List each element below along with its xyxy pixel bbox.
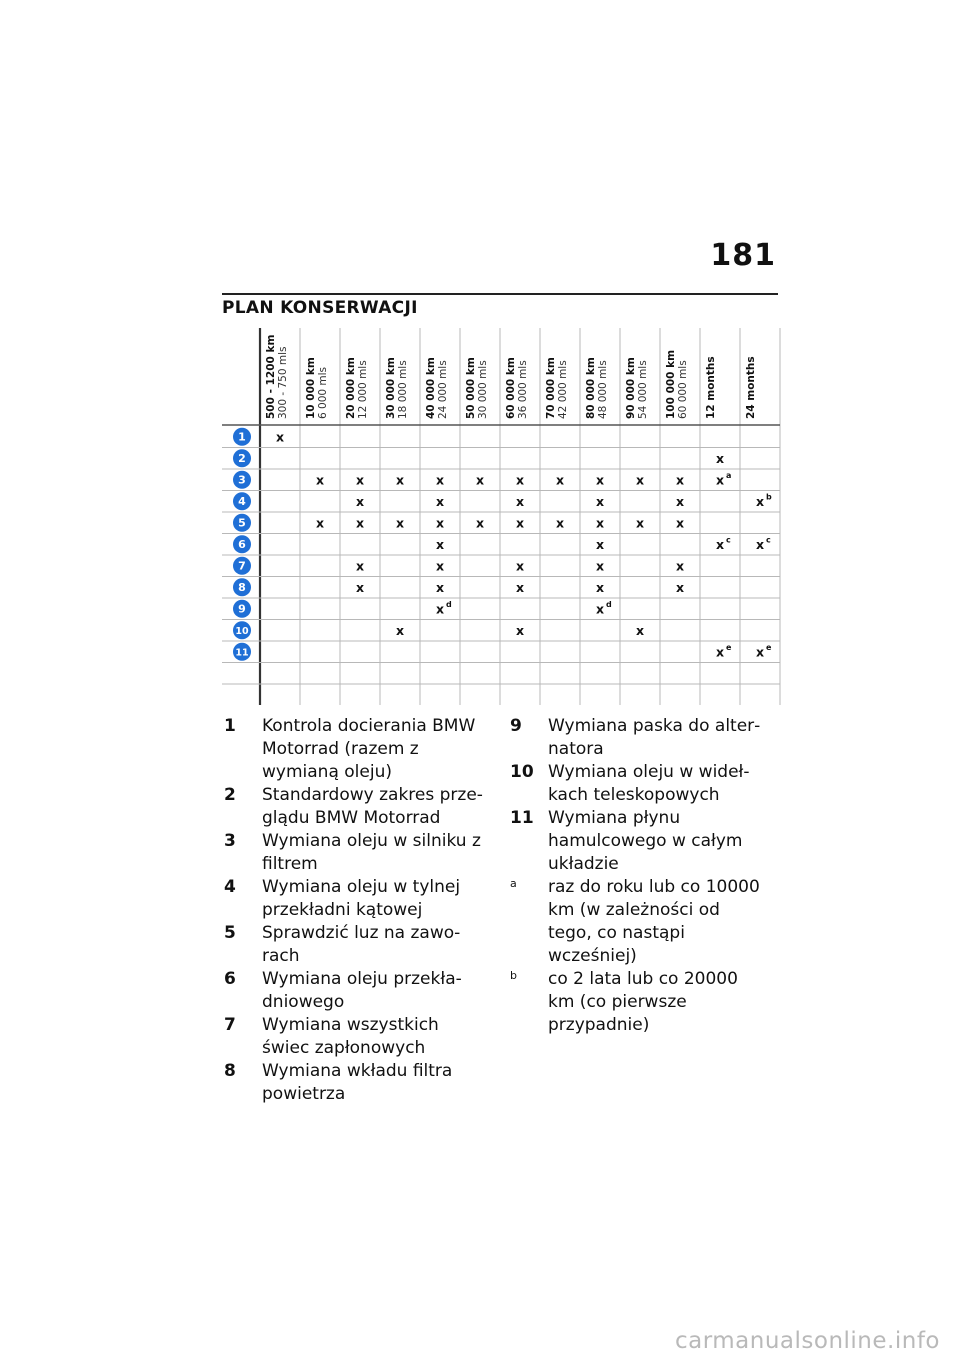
- legend-text: Wymiana oleju w silniku z filtrem: [262, 831, 481, 874]
- maintenance-mark: x: [475, 515, 485, 531]
- row-number-label: 2: [238, 452, 246, 466]
- maintenance-mark: x: [755, 536, 765, 552]
- column-header-km: 80 000 km: [585, 357, 597, 419]
- legend-number: 5: [224, 923, 236, 943]
- maintenance-mark: x: [555, 515, 565, 531]
- maintenance-mark: x: [515, 558, 525, 574]
- legend-text: co 2 lata lub co 20000 km (co pierwsze przypadnie): [548, 969, 738, 1035]
- legend-number: 11: [510, 808, 534, 828]
- column-header: [705, 356, 717, 419]
- maintenance-mark: x: [595, 579, 605, 595]
- maintenance-mark: x: [435, 558, 445, 574]
- legend-text: Wymiana oleju przekładniowego: [262, 969, 462, 1012]
- maintenance-mark: x: [355, 579, 365, 595]
- column-header-km: 30 000 km: [385, 357, 397, 419]
- row-number-label: 9: [238, 602, 246, 616]
- column-header-km: 60 000 km: [505, 357, 517, 419]
- legend-number: 8: [224, 1061, 236, 1081]
- legend-text: raz do roku lub co 10000 km (w zależności od tego, co nastąpi wcześniej): [548, 877, 760, 966]
- legend-item: [224, 876, 486, 922]
- column-header-km: 100 000 km: [665, 349, 677, 419]
- legend-text: Wymiana paska do alternatora: [548, 716, 761, 759]
- legend-number: 10: [510, 762, 534, 782]
- legend-text: Kontrola docierania BMW Motorrad (razem z wymianą oleju): [262, 716, 476, 782]
- column-header-km: 20 000 km: [345, 357, 357, 419]
- legend-right-column: [510, 715, 764, 1037]
- legend-item: [510, 807, 764, 876]
- column-header: [745, 356, 757, 419]
- column-header: [545, 357, 569, 419]
- legend-number: 2: [224, 785, 236, 805]
- column-header-km: 70 000 km: [545, 357, 557, 419]
- maintenance-mark: x: [595, 601, 605, 617]
- row-number-label: 6: [238, 538, 246, 552]
- legend-text: Wymiana oleju w widełkach teleskopowych: [548, 762, 750, 805]
- maintenance-mark: x: [315, 472, 325, 488]
- legend-number: 4: [224, 877, 236, 897]
- footnote-marker: e: [726, 642, 732, 652]
- footnote-marker: c: [726, 535, 731, 545]
- maintenance-mark: x: [355, 493, 365, 509]
- maintenance-mark: x: [355, 515, 365, 531]
- legend-number: 3: [224, 831, 236, 851]
- maintenance-mark: x: [435, 472, 445, 488]
- legend-text: Standardowy zakres przeglądu BMW Motorrad: [262, 785, 483, 828]
- maintenance-mark: x: [595, 493, 605, 509]
- maintenance-mark: x: [315, 515, 325, 531]
- legend-number: 1: [224, 716, 236, 736]
- column-header-mls: 300 - 750 mls: [277, 346, 289, 419]
- maintenance-mark: x: [395, 622, 405, 638]
- column-header-km: 24 months: [745, 356, 757, 419]
- maintenance-mark: x: [595, 515, 605, 531]
- maintenance-mark: x: [275, 429, 285, 445]
- legend-footnote-letter: b: [510, 969, 517, 982]
- column-header: [665, 350, 689, 419]
- maintenance-mark: x: [595, 472, 605, 488]
- column-header-mls: 12 000 mls: [357, 360, 369, 419]
- footnote-marker: c: [766, 535, 771, 545]
- maintenance-mark: x: [435, 536, 445, 552]
- maintenance-mark: x: [435, 493, 445, 509]
- column-header-mls: 42 000 mls: [557, 360, 569, 419]
- legend-text: Wymiana wkładu filtra powietrza: [262, 1061, 453, 1104]
- maintenance-mark: x: [515, 472, 525, 488]
- row-number-label: 4: [238, 495, 246, 509]
- legend-item: [510, 876, 764, 968]
- maintenance-mark: x: [435, 579, 445, 595]
- maintenance-mark: x: [715, 450, 725, 466]
- watermark-text: carmanualsonline.info: [674, 1328, 940, 1354]
- maintenance-mark: x: [355, 472, 365, 488]
- legend-number: 7: [224, 1015, 236, 1035]
- column-header-km: 10 000 km: [305, 357, 317, 419]
- row-number-label: 7: [238, 559, 246, 573]
- legend-left-column: [224, 715, 486, 1106]
- column-header-mls: 60 000 mls: [677, 360, 689, 419]
- maintenance-mark: x: [515, 579, 525, 595]
- maintenance-mark: x: [635, 472, 645, 488]
- column-header-mls: 6 000 mls: [317, 366, 329, 419]
- maintenance-mark: x: [475, 472, 485, 488]
- footnote-marker: d: [446, 599, 452, 609]
- column-header-km: 12 months: [705, 356, 717, 419]
- row-number-label: 5: [238, 516, 246, 530]
- column-header: [345, 357, 369, 419]
- maintenance-mark: x: [675, 493, 685, 509]
- row-number-label: 11: [235, 647, 249, 659]
- maintenance-mark: x: [435, 515, 445, 531]
- row-number-label: 1: [238, 430, 246, 444]
- maintenance-mark: x: [635, 515, 645, 531]
- column-header-mls: 36 000 mls: [517, 360, 529, 419]
- maintenance-mark: x: [355, 558, 365, 574]
- legend-number: 9: [510, 716, 522, 736]
- column-header-mls: 54 000 mls: [637, 360, 649, 419]
- maintenance-mark: x: [755, 493, 765, 509]
- column-header: [625, 357, 649, 419]
- footnote-marker: b: [766, 492, 772, 502]
- legend-item: [224, 1014, 486, 1060]
- legend-item: [224, 715, 486, 784]
- column-header: [425, 357, 449, 419]
- maintenance-mark: x: [635, 622, 645, 638]
- row-number-label: 10: [235, 626, 249, 638]
- maintenance-mark: x: [755, 644, 765, 660]
- column-header-km: 90 000 km: [625, 357, 637, 419]
- maintenance-mark: x: [395, 515, 405, 531]
- column-header-km: 40 000 km: [425, 357, 437, 419]
- column-header-mls: 30 000 mls: [477, 360, 489, 419]
- legend-item: [510, 761, 764, 807]
- column-header: [385, 357, 409, 419]
- footnote-marker: e: [766, 642, 772, 652]
- legend-item: [224, 922, 486, 968]
- legend-number: 6: [224, 969, 236, 989]
- column-header-km: 500 - 1200 km: [265, 334, 277, 419]
- maintenance-mark: x: [715, 644, 725, 660]
- maintenance-mark: x: [675, 472, 685, 488]
- legend-text: Wymiana oleju w tylnej przekładni kątowej: [262, 877, 461, 920]
- legend-text: Wymiana płynu hamulcowego w całym układzie: [548, 808, 743, 874]
- row-number-label: 3: [238, 473, 246, 487]
- column-header: [505, 357, 529, 419]
- row-number-label: 8: [238, 581, 246, 595]
- page-number: 181: [710, 238, 776, 273]
- maintenance-mark: x: [435, 601, 445, 617]
- column-header: [265, 335, 289, 419]
- section-title: PLAN KONSERWACJI: [222, 298, 418, 318]
- maintenance-mark: x: [555, 472, 565, 488]
- column-header: [585, 357, 609, 419]
- maintenance-mark: x: [595, 558, 605, 574]
- maintenance-mark: x: [515, 515, 525, 531]
- footnote-marker: d: [606, 599, 612, 609]
- column-header: [305, 357, 329, 419]
- maintenance-mark: x: [715, 472, 725, 488]
- maintenance-mark: x: [715, 536, 725, 552]
- column-header-mls: 48 000 mls: [597, 360, 609, 419]
- maintenance-mark: x: [595, 536, 605, 552]
- maintenance-mark: x: [675, 515, 685, 531]
- maintenance-mark: x: [515, 622, 525, 638]
- legend-text: Sprawdzić luz na zaworach: [262, 923, 461, 966]
- legend-item: [510, 968, 764, 1037]
- maintenance-mark: x: [395, 472, 405, 488]
- legend-item: [510, 715, 764, 761]
- legend-text: Wymiana wszystkich świec zapłonowych: [262, 1015, 439, 1058]
- legend-item: [224, 968, 486, 1014]
- legend-item: [224, 784, 486, 830]
- maintenance-mark: x: [675, 558, 685, 574]
- footnote-marker: a: [726, 470, 732, 480]
- column-header-mls: 24 000 mls: [437, 360, 449, 419]
- column-header-mls: 18 000 mls: [397, 360, 409, 419]
- maintenance-mark: x: [675, 579, 685, 595]
- maintenance-mark: x: [515, 493, 525, 509]
- legend-footnote-letter: a: [510, 877, 517, 890]
- legend-item: [224, 830, 486, 876]
- column-header-km: 50 000 km: [465, 357, 477, 419]
- legend-item: [224, 1060, 486, 1106]
- column-header: [465, 357, 489, 419]
